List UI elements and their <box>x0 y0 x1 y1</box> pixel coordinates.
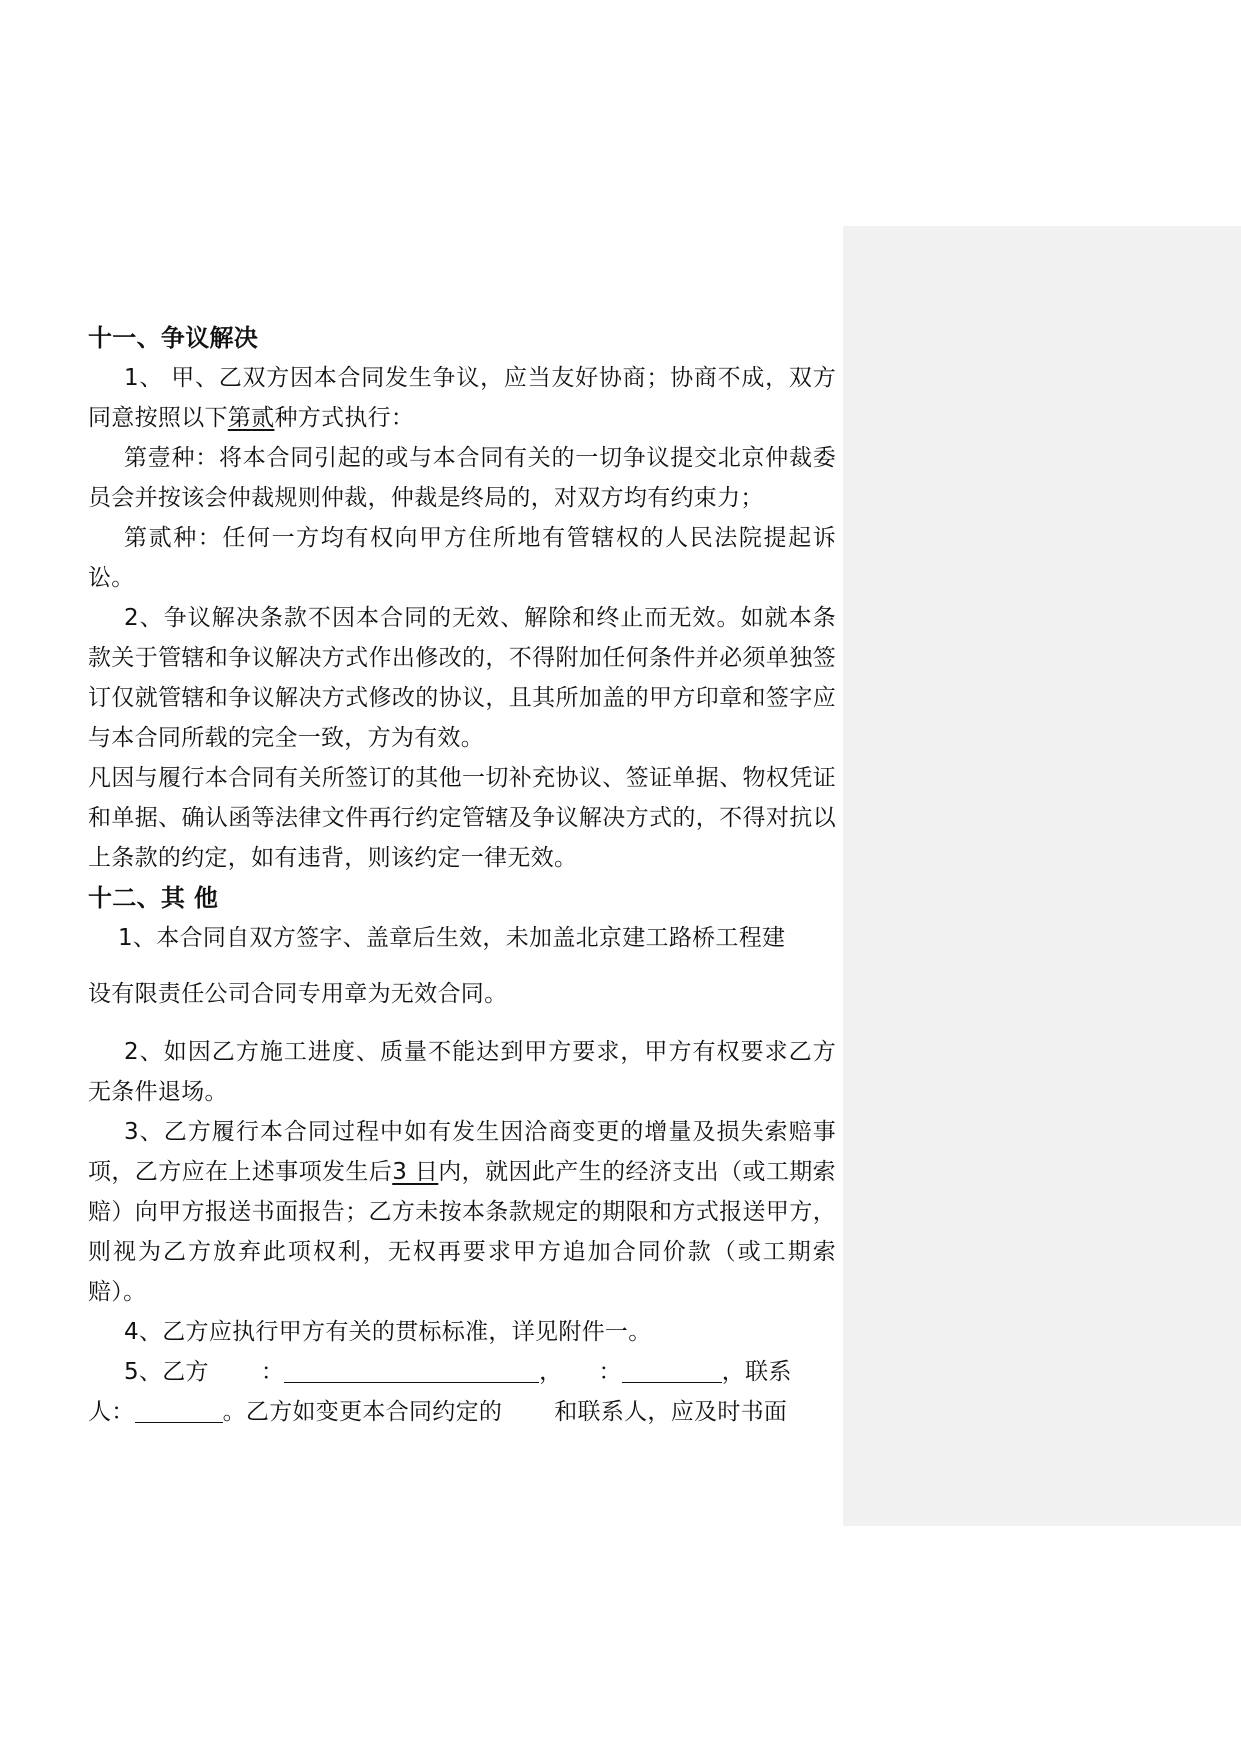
section-12-clause-5-line-2 <box>88 1392 836 1432</box>
clause-tail: 种方式执行： <box>274 405 415 431</box>
section-12-clause-2: 2、如因乙方施工进度、质量不能达到甲方要求，甲方有权要求乙方无条件退场。 <box>88 1039 836 1105</box>
section-11-option-2: 第贰种：任何一方均有权向甲方住所地有管辖权的人民法院提起诉讼。 <box>88 525 836 591</box>
clause-text: 1、 甲、乙双方因本合同发生争议，应当友好协商；协商不成，双方同意按照以下 <box>88 365 836 431</box>
clause-text: 3、乙方履行本合同过程中如有发生因洽商变更的增量及损失索赔事项，乙方应在上述事项发生后 <box>88 1119 836 1185</box>
address-blank <box>284 1356 539 1383</box>
document-body <box>88 318 836 1432</box>
method-choice: 贰 <box>251 405 275 431</box>
contact-label: ，联系 <box>721 1359 792 1385</box>
phone-blank <box>622 1356 722 1383</box>
method-prefix: 第 <box>227 405 252 431</box>
section-12-clause-1-line-1: 1、本合同自双方签字、盖章后生效，未加盖北京建工路桥工程建 <box>118 925 786 951</box>
comma: ， <box>539 1359 563 1385</box>
days-limit: 3 日 <box>392 1159 439 1185</box>
clause-tail: 内，就因此产生的经济支出（或工期索赔）向甲方报送书面报告；乙方未按本条款规定的期限和方式报送甲方，则视为乙方放弃此项权利，无权再要求甲方追加合同价款（或工期索赔）。 <box>88 1159 836 1305</box>
section-12-heading: 十二、其 他 <box>88 884 219 912</box>
section-11-clause-1 <box>88 358 836 438</box>
section-12-clause-4: 4、乙方应执行甲方有关的贯标标准，详见附件一。 <box>124 1319 652 1345</box>
section-12-clause-1-line-2: 设有限责任公司合同专用章为无效合同。 <box>88 981 508 1007</box>
section-11-clause-2: 2、争议解决条款不因本合同的无效、解除和终止而无效。如就本条款关于管辖和争议解决方式作出修改的，不得附加任何条件并必须单独签订仅就管辖和争议解决方式修改的协议，且其所加盖的甲方印章和签字应与本合同所载的完全一致，方为有效。 <box>88 605 836 751</box>
contact-person-blank <box>135 1396 223 1423</box>
clause-tail: 和联系人，应及时书面 <box>554 1399 788 1425</box>
clause-text: 5、乙方 <box>124 1359 209 1385</box>
section-11-option-1: 第壹种：将本合同引起的或与本合同有关的一切争议提交北京仲裁委员会并按该会仲裁规则仲裁，仲裁是终局的，对双方均有约束力； <box>88 445 836 511</box>
section-11-heading: 十一、争议解决 <box>88 324 259 352</box>
section-12-clause-5-line-1 <box>88 1352 836 1392</box>
clause-text: 。乙方如变更本合同约定的 <box>222 1399 503 1425</box>
section-12-clause-3 <box>88 1112 836 1312</box>
section-11-clause-supplement: 凡因与履行本合同有关所签订的其他一切补充协议、签证单据、物权凭证和单据、确认函等法律文件再行约定管辖及争议解决方式的，不得对抗以上条款的约定，如有违背，则该约定一律无效。 <box>88 765 836 871</box>
contact-person-label: 人： <box>88 1399 135 1425</box>
colon: ： <box>598 1359 622 1385</box>
colon: ： <box>260 1359 285 1385</box>
comment-pane <box>843 226 1241 1526</box>
